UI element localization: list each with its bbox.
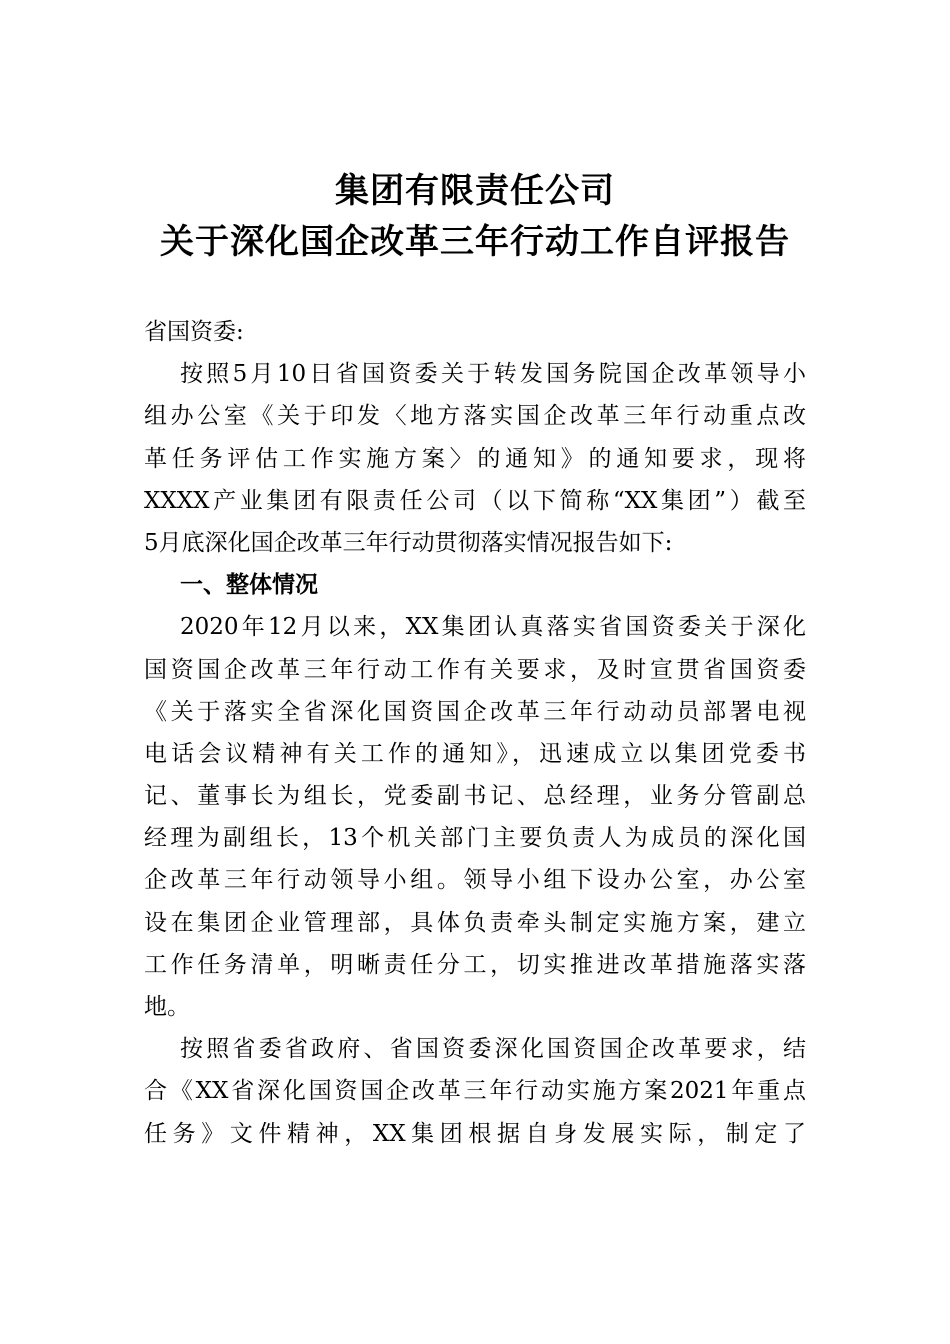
salutation: 省国资委:	[144, 319, 244, 345]
paragraph-line: 合《XX省深化国资国企改革三年行动实施方案2021年重点	[144, 1078, 806, 1105]
paragraph-line: 国资国企改革三年行动工作有关要求，及时宣贯省国资委	[144, 656, 806, 683]
paragraph-line: 任务》文件精神，XX集团根据自身发展实际，制定了	[144, 1120, 806, 1147]
paragraph-2	[144, 606, 806, 1028]
paragraph-line: 记、董事长为组长，党委副书记、总经理，业务分管副总	[144, 783, 806, 810]
paragraph-line: 电话会议精神有关工作的通知》，迅速成立以集团党委书	[144, 740, 806, 767]
paragraph-line: 2020年12月以来，XX集团认真落实省国资委关于深化	[180, 614, 806, 641]
section-heading: 一、整体情况	[180, 572, 318, 599]
document-title-line-1: 集团有限责任公司	[335, 171, 615, 211]
paragraph-line: XXXX产业集团有限责任公司（以下简称“XX集团”）截至	[144, 487, 806, 514]
paragraph-line: 经理为副组长，13个机关部门主要负责人为成员的深化国	[144, 825, 806, 852]
paragraph-line: 按照省委省政府、省国资委深化国资国企改革要求，结	[180, 1036, 806, 1063]
paragraph-line: 按照5月10日省国资委关于转发国务院国企改革领导小	[180, 361, 806, 388]
paragraph-line: 革任务评估工作实施方案〉的通知》的通知要求，现将	[144, 445, 806, 472]
paragraph-3	[144, 1028, 806, 1155]
paragraph-1	[144, 353, 806, 564]
document-body	[144, 311, 806, 1155]
paragraph-line: 地。	[144, 994, 190, 1020]
document-title-line-2: 关于深化国企改革三年行动工作自评报告	[160, 222, 790, 262]
paragraph-line: 工作任务清单，明晰责任分工，切实推进改革措施落实落	[144, 951, 806, 978]
paragraph-line: 5月底深化国企改革三年行动贯彻落实情况报告如下:	[144, 529, 673, 556]
paragraph-line: 设在集团企业管理部，具体负责牵头制定实施方案，建立	[144, 909, 806, 936]
paragraph-line: 组办公室《关于印发〈地方落实国企改革三年行动重点改	[144, 403, 806, 430]
paragraph-line: 《关于落实全省深化国资国企改革三年行动动员部署电视	[144, 698, 806, 725]
paragraph-line: 企改革三年行动领导小组。领导小组下设办公室，办公室	[144, 867, 806, 894]
